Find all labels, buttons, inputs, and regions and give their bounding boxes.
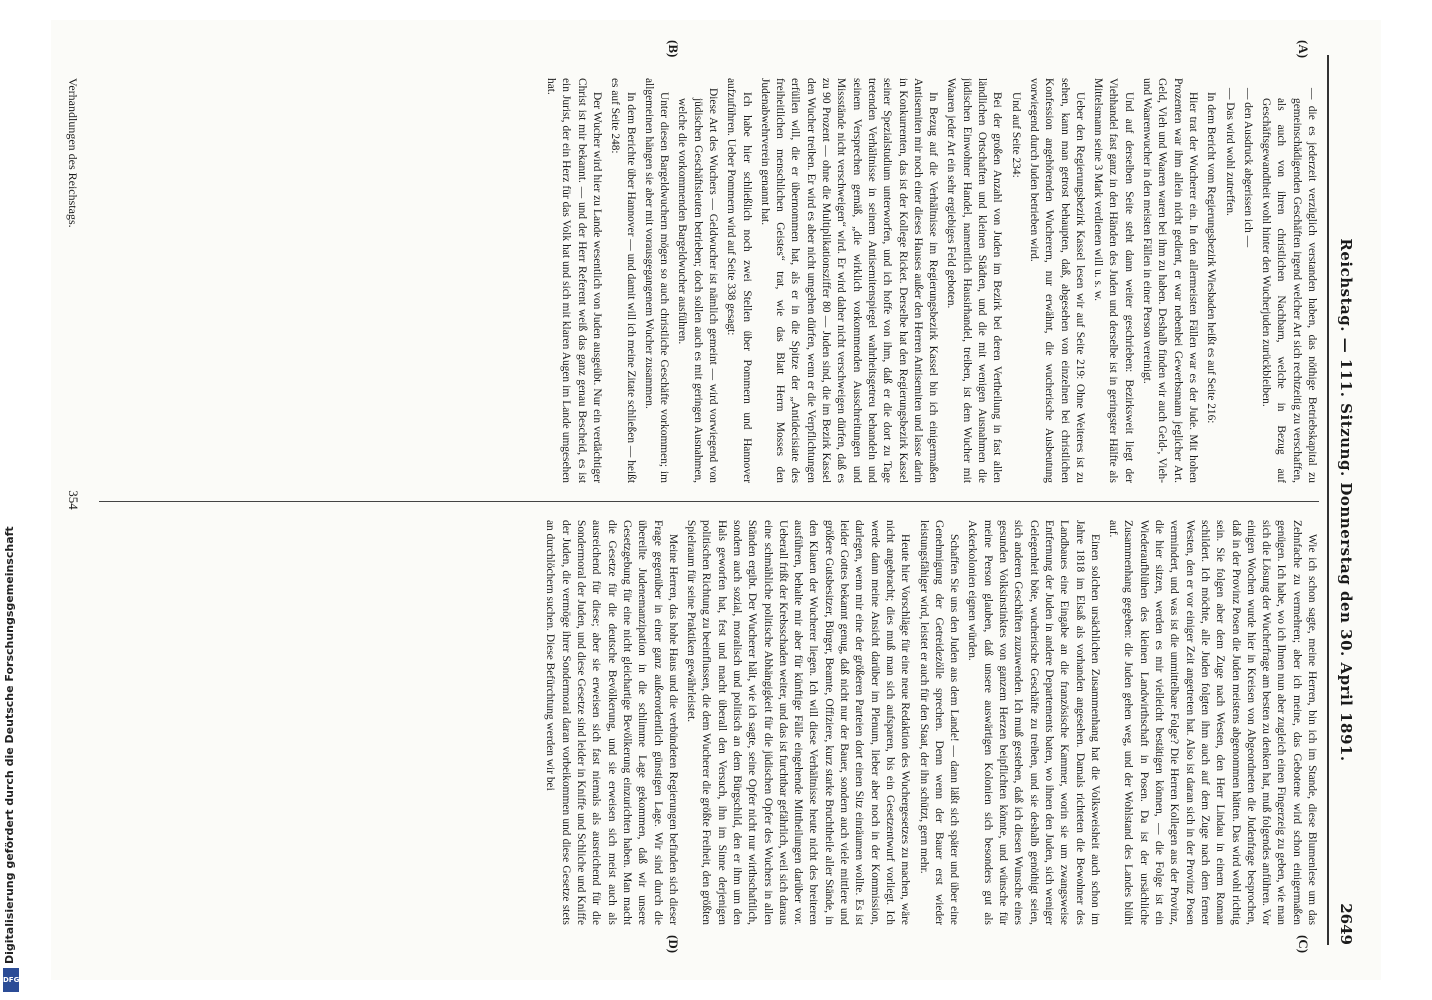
page-header (1327, 55, 1359, 945)
paragraph: Bei der großen Anzahl von Juden im Bezirk bei deren Vertheilung in fast allen ländlichen Ortschaften und kleinen Städten, und die mit wenigen Ausnahmen die jüdischen Einwohner Handel, namentlich Hausirhandel, treiben, ist dem Wucher mit Waaren jeder Art ein sehr ergiebiges Feld geboten. (945, 78, 1004, 483)
margin-marker-a: (A) (1296, 40, 1311, 59)
header-title: Reichstag. — 111. Sitzung. Donnerstag den 30. April 1891. (1337, 238, 1355, 762)
paragraph: Und auf Seite 234: (1009, 92, 1022, 178)
paragraph: Ueber den Regierungsbezirk Kassel lesen wir auf Seite 219: Ohne Weiteres ist zu sehen, kann man getrost behaupten, daß, abgesehen von einzelnen bei christlichen Konfession angehörenden Wucherern, nur erwähnt, die wucherische Ausbeutung vorwiegend durch Juden betrieben wird. (1027, 78, 1086, 483)
paragraph: — den Ausdruck abgerissen ich — (1241, 88, 1254, 248)
digitization-credit (2, 382, 20, 992)
page-number: 2649 (1337, 903, 1355, 945)
credit-text: Digitalisierung gefördert durch die Deutsche Forschungsgemeinschaft (3, 526, 16, 964)
dfg-logo: DFG (3, 968, 19, 992)
paragraph: Schaffen Sie uns den Juden aus dem Lande! — dann läßt sich später und über eine Genehmigung der Getreidezölle sprechen. Denn wenn der Bauer erst wieder leistungsfähiger wird, leistet er auch für den Staat, der ihn schützt, gern mehr. (917, 520, 961, 925)
paragraph: Diese Art des Wuchers — Geldwucher ist nämlich gemeint — wird vorwiegend von jüdischen Geschäftsleuten betrieben; doch sollen auch es mit geringen Ausnahmen, welche die vorkommenden Bargeldwucher ausführen. (676, 88, 720, 483)
margin-marker-d: (D) (666, 935, 681, 954)
left-column (99, 78, 1319, 483)
paragraph: Hier trat der Wucherer ein. In den allermeisten Fällen war es der Jude. Mit hohen Prozenten war ihm allein nicht gedient, er war nebenbei Gewerbsmann jeglicher Art. Geld, Vieh und Waaren waren bei ihm zu haben. Deshalb finden wir auch Geld-, Vieh- und Waarenwucher in den meisten Fällen in einer Person vereinigt. (1141, 78, 1199, 483)
margin-marker-b: (B) (666, 40, 681, 58)
paragraph: — Das wird wohl zutreffen. (1223, 88, 1236, 216)
paragraph: Unter diesen Bargeldwuchern mögen so auch christliche Geschäfte vorkommen; im allgemeinen hängen sie aber mit vorausgegangenem Wucher zusammen. (642, 78, 671, 483)
paragraph: Heute hier Vorschläge für eine neue Redaktion des Wuchergesetzes zu machen, wäre nicht angebracht; dies muß man sich aufsparen, bis ein Gesetzentwurf vorliegt. Ich werde dann meine Ansicht darüber im Plenum, lieber aber noch in der Kommission, darlegen, wenn mir eine der größeren Parteien dort einen Sitz einräumen wollte. Es ist leider Gottes bekannt genug, daß nicht nur der Bauer, sondern auch viele mittlere und größere Gutsbesitzer, Bürger, Beamte, Offiziere, kurz starke Bruchtheile aller Stände, in den Klauen der Wucherer liegen. Ich will diese Verhältnisse heute nicht des breiteren ausführen, behalte mir aber für künftige Fälle eingehende Mittheilungen darüber vor. Ueberall frißt der Krebsschaden weiter, und das ist furchtbar gefährlich, weil sich daraus eine schmähliche politische Abhängigkeit für die jüdischen Opfer des Wuchers in allen Ständen ergibt. Der Wucherer hält, wie ich sagte, seine Opfer nicht nur wirthschaftlich, sondern auch sozial, moralisch und politisch an dem Bürgschild, den er ihm um den Hals geworfen hat, fest und macht überall den Versuch, ihn im Sinne derjenigen politischen Richtung zu beeinflussen, die dem Wucherer die größte Freiheit, den größten Spielraum für seine Praktiken gewährleistet. (685, 520, 912, 925)
paragraph: Und auf derselben Seite steht dann weiter geschrieben: Bezirksweit liegt der Viehhandel fast ganz in den Händen des Juden und derselbe ist in geringster Hälfte als Mittelsmann seine 3 Mark verdienen will u. s. w. (1092, 78, 1135, 483)
paragraph: In Bezug auf die Verhältnisse im Regierungsbezirk Kassel bin ich einigermaßen Antisemiten mir noch einer dieses Hauses außer den Herren Antisemiten und lasse darin in Konkurrenten, das ist der Kollege Ricket. Derselbe hat den Regierungsbezirk Kassel seiner Spezialstudium unterworfen, und ich hoffe von ihm, daß er die dort zu Tage tretenden Verhältnisse in seinem Antisemitenspiegel wahrheitsgetreu behandeln und seinem Versprechen gemäß, „die wirklich vorkommenden Ausschreitungen und Missstände nicht verschweigen“ wird. Er wird daher nicht verschweigen dürfen, daß es zu 90 Prozent — ohne die Multiplikationsziffer 80 — Juden sind, die im Bezirk Kassel den Wucher treiben. Er wird es aber nicht umgehen dürfen, wenn er die Verpflichtungen erfüllen will, die er übernommen hat, als er in die Spitze der „Antidecisiate des freiheitlichen menschlichen Geistes“ trat, wie das Blatt Herrn Mosses den Judenabwehrverein genannt hat. (758, 78, 940, 483)
paragraph: In dem Berichte über Hannover — und damit will ich meine Zitate schließen — heißt es auf Seite 248: (609, 78, 637, 483)
scanned-page (51, 20, 1381, 980)
paragraph: Ich habe hier schließlich noch zwei Stellen über Pommern und Hannover aufzuführen. Ueber Pommern wird auf Seite 338 gesagt: (725, 78, 753, 483)
column-divider (99, 501, 1319, 502)
right-column (99, 520, 1319, 925)
paragraph: Meine Herren, das hohe Haus und die verbündeten Regierungen befinden sich dieser Frage gegenüber in einer ganz außerordentlich günstigen Lage. Wir sind durch die übereilte Judenemanzipation in die schlimme Lage gekommen, daß wir unsere Gesetzgebung für eine nicht gleichartige Bevölkerung einzurichten haben. Man macht die Gesetze für die deutsche Bevölkerung, und sie erweisen sich meist auch als ausreichend für diese; aber sie erweisen sich fast niemals als ausreichend für die Sondermoral der Juden, und diese Gesetze sind leider in Kniffe und Schliche und Kniffe der Juden, die vermöge ihrer Sondermoral daran vorbeikommen und diese Gesetze stets an durchlöchern suchen. Diese Befürchtung werden wir bei (544, 520, 679, 925)
footer-left-text: Verhandlungen des Reichstags. (66, 78, 80, 228)
paragraph: In dem Bericht vom Regierungsbezirk Wiesbaden heißt es auf Seite 216: (1205, 92, 1218, 424)
margin-marker-c: (C) (1296, 935, 1311, 954)
paragraph: Der Wucher wird hier zu Lande wesentlich von Juden ausgeübt. Nur ein verdächtiger Christ ist mir bekannt. — und der Herr Referent weiß das ganz genau Bescheid, es ist ein Jurist, der ein Herz für das Volk hat und sich mit klaren Augen im Lande umgesehen hat. (545, 78, 603, 483)
paragraph: Wie ich schon sagte, meine Herren, bin ich im Stande, diese Blumenlese um das Zehnfache zu vermehren; aber ich meine, das Gebotene wird schon einigermaßen genügen. Ich habe, wo ich Ihnen nun aber zugleich einen Fingerzeig zu geben, wie man sich die Lösung der Wucherfrage am besten zu denken hat, muß folgendes anführen. Vor einigen Wochen wurde hier in Kreisen von Abgeordneten die Judenfrage besprochen, daß in der Provinz Posen die Juden meistens abgenommen hätten. Das wird wohl richtig sein. Sie folgen aber dem Zuge nach Westen, den Herr Lindau in einem Roman schildert. Ich möchte, alle Juden folgten ihm auch auf dem Zuge nach dem fernen Westen, den er vor einiger Zeit angetreten hat. Also ist daran sich in der Provinz Posen vermindert, und was ist die unmittelbare Folge? Die Herren Kollegen aus der Provinz, die hier sitzen, werden es mir vielleicht bestätigen können, — die Folge ist ein Wiederaufblühen des kleinen Landwirthschaft in Posen. Da ist der ursächliche Zusammenhang gegeben: die Juden gehen weg, und der Wohlstand des Landes blüht auf. (1107, 520, 1318, 925)
paragraph: — die es jederzeit verzüglich verstanden haben, das nöthige Betriebskapital zu gemeinschädigenden Geschäften irgend welcher Art sich rechtzeitig zu verschaffen, als auch von ihren christlichen Nachbarn, welche in Bezug auf Geschäftsgewandtheit wohl hinter den Wucherjuden zurückbleiben. (1260, 88, 1318, 483)
paragraph: Einen solchen ursächlichen Zusammenhang hat die Volksweisheit auch schon im Jahre 1818 im Elsaß als vorhanden angesehen. Damals richteten die Bewohner des Landbaues eine Eingabe an die französische Kammer, worin sie um zwangsweise Entfernung der Juden in andere Departements baten, wo ihnen den Juden, sich weniger Gelegenheit böte, wucherische Geschäfte zu treiben, und sie deshalb genöthigt seien, sich anderen Geschäften zuzuwenden. Ich muß gestehen, daß ich diesen Wunsche eines gesunden Volksinstinktes von ganzem Herzen beipflichten könnte, und wünsche für meine Person glauben, daß unsere auswärtigen Kolonien sich besonders gut als Ackerkolonien eignen würden. (966, 520, 1101, 925)
footer-page-number: 354 (66, 490, 81, 510)
